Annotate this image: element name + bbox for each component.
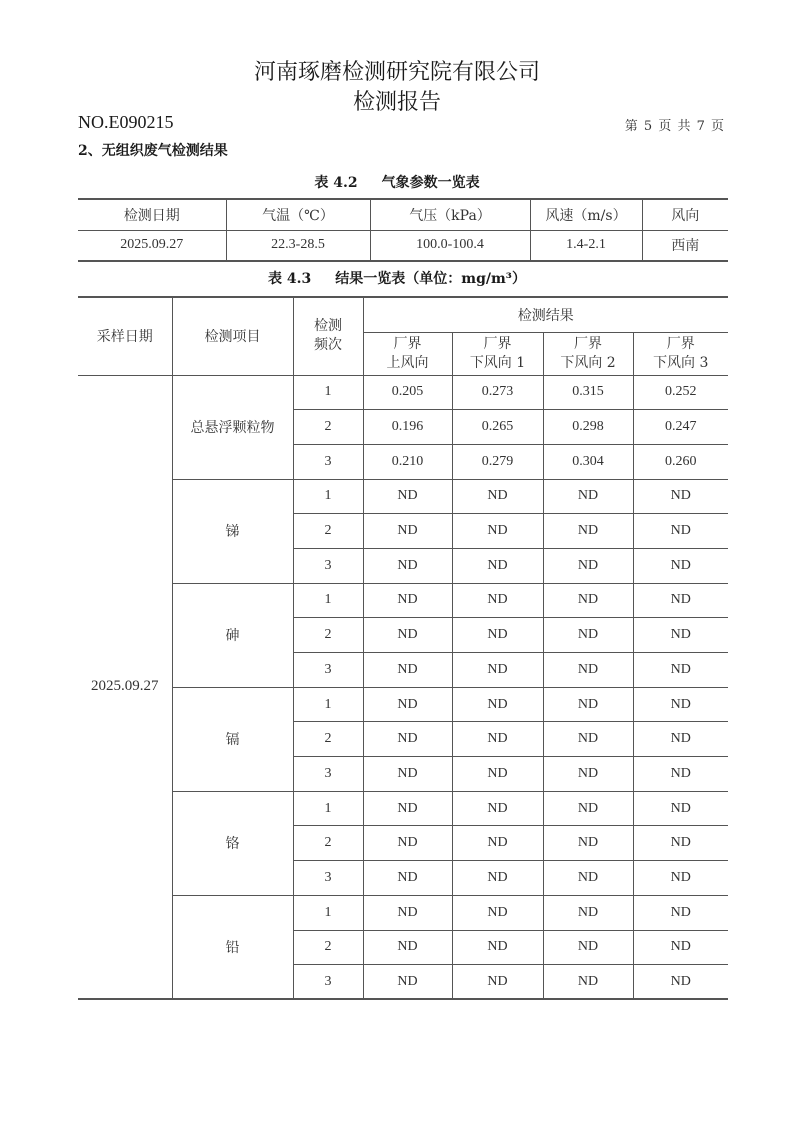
cell-test-item: 铅	[172, 895, 293, 999]
table-row	[78, 375, 728, 410]
cell-result-value: ND	[543, 757, 633, 792]
point-line2: 下风向 2	[560, 354, 616, 371]
cell-result-value: ND	[452, 618, 543, 653]
cell-result-value: ND	[452, 479, 543, 514]
cell-result-value: ND	[543, 548, 633, 583]
point-line2: 下风向 1	[469, 354, 526, 371]
header-pressure: 气压（kPa）	[370, 199, 530, 230]
cell-result-value: ND	[363, 965, 452, 1000]
caption-number: 表 4.3	[268, 271, 312, 287]
cell-frequency: 1	[293, 791, 363, 826]
table-row	[78, 895, 728, 930]
results-table	[78, 296, 728, 1000]
cell-result-value: ND	[633, 548, 728, 583]
cell-frequency: 1	[293, 583, 363, 618]
cell-result-value: ND	[363, 583, 452, 618]
cell-result-value: ND	[543, 895, 633, 930]
cell-result-value: ND	[363, 687, 452, 722]
cell-result-value: ND	[452, 791, 543, 826]
cell-frequency: 1	[293, 687, 363, 722]
header-sample-date: 采样日期	[78, 297, 172, 375]
cell-result-value: ND	[452, 930, 543, 965]
results-table-body	[78, 375, 728, 999]
header-temperature: 气温（℃）	[226, 199, 370, 230]
cell-test-item: 铬	[172, 791, 293, 895]
cell-result-value: ND	[543, 861, 633, 896]
cell-result-value: ND	[633, 514, 728, 549]
cell-result-value: ND	[633, 653, 728, 688]
cell-frequency: 2	[293, 618, 363, 653]
cell-result-value: ND	[633, 791, 728, 826]
header-wind-speed: 风速（m/s）	[530, 199, 642, 230]
cell-result-value: 0.196	[363, 410, 452, 445]
cell-result-value: ND	[363, 548, 452, 583]
cell-result-value: 0.205	[363, 375, 452, 410]
cell-result-value: ND	[633, 722, 728, 757]
cell-result-value: ND	[543, 479, 633, 514]
cell-result-value: ND	[452, 514, 543, 549]
header-point-downwind-2	[543, 332, 633, 375]
caption-text: 结果一览表（单位：mg/m³）	[335, 271, 526, 287]
cell-result-value: ND	[452, 895, 543, 930]
cell-temperature: 22.3-28.5	[226, 230, 370, 261]
section-title: 2、无组织废气检测结果	[78, 143, 228, 159]
cell-result-value: ND	[543, 722, 633, 757]
table-header-row	[78, 297, 728, 332]
cell-result-value: ND	[452, 653, 543, 688]
cell-result-value: ND	[633, 861, 728, 896]
cell-frequency: 1	[293, 479, 363, 514]
cell-result-value: ND	[363, 861, 452, 896]
cell-result-value: ND	[452, 861, 543, 896]
cell-result-value: ND	[543, 687, 633, 722]
header-date: 检测日期	[78, 199, 226, 230]
cell-result-value: ND	[452, 548, 543, 583]
caption-number: 表 4.2	[314, 175, 358, 191]
cell-result-value: ND	[363, 618, 452, 653]
point-line1: 厂界	[574, 335, 602, 352]
cell-result-value: 0.260	[633, 444, 728, 479]
cell-result-value: ND	[363, 826, 452, 861]
cell-test-item: 锑	[172, 479, 293, 583]
cell-result-value: ND	[363, 514, 452, 549]
cell-result-value: ND	[363, 757, 452, 792]
cell-frequency: 3	[293, 653, 363, 688]
cell-result-value: ND	[363, 653, 452, 688]
table-row	[78, 687, 728, 722]
cell-result-value: ND	[452, 722, 543, 757]
cell-result-value: ND	[543, 583, 633, 618]
cell-result-value: ND	[363, 722, 452, 757]
cell-frequency: 1	[293, 375, 363, 410]
cell-result-value: ND	[543, 653, 633, 688]
cell-result-value: ND	[363, 895, 452, 930]
cell-frequency: 2	[293, 826, 363, 861]
header-frequency-line2: 频次	[314, 337, 342, 354]
cell-frequency: 2	[293, 410, 363, 445]
cell-test-item: 砷	[172, 583, 293, 687]
cell-result-value: 0.298	[543, 410, 633, 445]
header-point-downwind-1	[452, 332, 543, 375]
table-4-2-caption	[0, 172, 794, 192]
page-info: 第 5 页 共 7 页	[624, 119, 724, 134]
weather-parameters-table	[78, 198, 728, 262]
header-test-item: 检测项目	[172, 297, 293, 375]
cell-result-value: 0.304	[543, 444, 633, 479]
point-line2: 下风向 3	[653, 354, 709, 371]
cell-result-value: ND	[543, 514, 633, 549]
cell-wind-direction: 西南	[642, 230, 728, 261]
table-row	[78, 479, 728, 514]
cell-result-value: 0.252	[633, 375, 728, 410]
cell-result-value: ND	[543, 791, 633, 826]
cell-pressure: 100.0-100.4	[370, 230, 530, 261]
cell-result-value: ND	[633, 895, 728, 930]
table-row	[78, 230, 728, 261]
cell-result-value: ND	[452, 687, 543, 722]
cell-frequency: 3	[293, 861, 363, 896]
cell-frequency: 3	[293, 444, 363, 479]
cell-test-item: 镉	[172, 687, 293, 791]
cell-result-value: ND	[452, 826, 543, 861]
point-line2: 上风向	[386, 354, 429, 371]
cell-frequency: 3	[293, 757, 363, 792]
cell-result-value: ND	[363, 930, 452, 965]
cell-frequency: 2	[293, 930, 363, 965]
cell-frequency: 2	[293, 514, 363, 549]
header-wind-direction: 风向	[642, 199, 728, 230]
header-frequency	[293, 297, 363, 375]
table-header-row	[78, 199, 728, 230]
point-line1: 厂界	[483, 335, 512, 352]
cell-result-value: ND	[363, 791, 452, 826]
cell-result-value: ND	[633, 583, 728, 618]
cell-frequency: 3	[293, 965, 363, 1000]
cell-result-value: ND	[452, 757, 543, 792]
cell-sample-date: 2025.09.27	[78, 375, 172, 999]
cell-result-value: ND	[633, 479, 728, 514]
cell-result-value: ND	[633, 826, 728, 861]
cell-wind-speed: 1.4-2.1	[530, 230, 642, 261]
cell-result-value: ND	[543, 965, 633, 1000]
table-4-3-caption	[0, 268, 794, 288]
cell-result-value: 0.247	[633, 410, 728, 445]
cell-result-value: ND	[543, 618, 633, 653]
cell-result-value: ND	[633, 965, 728, 1000]
table-row	[78, 583, 728, 618]
point-line1: 厂界	[393, 335, 422, 352]
cell-result-value: 0.265	[452, 410, 543, 445]
header-point-upwind	[363, 332, 452, 375]
cell-result-value: 0.210	[363, 444, 452, 479]
cell-result-value: 0.315	[543, 375, 633, 410]
header-frequency-line1: 检测	[314, 318, 342, 335]
cell-date: 2025.09.27	[78, 230, 226, 261]
company-name: 河南琢磨检测研究院有限公司	[253, 60, 540, 85]
cell-result-value: ND	[543, 826, 633, 861]
cell-result-value: ND	[452, 965, 543, 1000]
cell-frequency: 2	[293, 722, 363, 757]
cell-result-value: 0.273	[452, 375, 543, 410]
cell-result-value: ND	[633, 687, 728, 722]
point-line1: 厂界	[666, 335, 695, 352]
cell-result-value: ND	[363, 479, 452, 514]
cell-test-item: 总悬浮颗粒物	[172, 375, 293, 479]
cell-result-value: ND	[452, 583, 543, 618]
cell-result-value: ND	[633, 757, 728, 792]
cell-result-value: ND	[633, 618, 728, 653]
header-point-downwind-3	[633, 332, 728, 375]
report-title: 检测报告	[352, 90, 441, 115]
cell-frequency: 1	[293, 895, 363, 930]
cell-frequency: 3	[293, 548, 363, 583]
caption-text: 气象参数一览表	[381, 175, 480, 191]
table-row	[78, 791, 728, 826]
report-number: NO.E090215	[78, 112, 174, 132]
header-results: 检测结果	[363, 297, 728, 332]
cell-result-value: 0.279	[452, 444, 543, 479]
cell-result-value: ND	[633, 930, 728, 965]
cell-result-value: ND	[543, 930, 633, 965]
